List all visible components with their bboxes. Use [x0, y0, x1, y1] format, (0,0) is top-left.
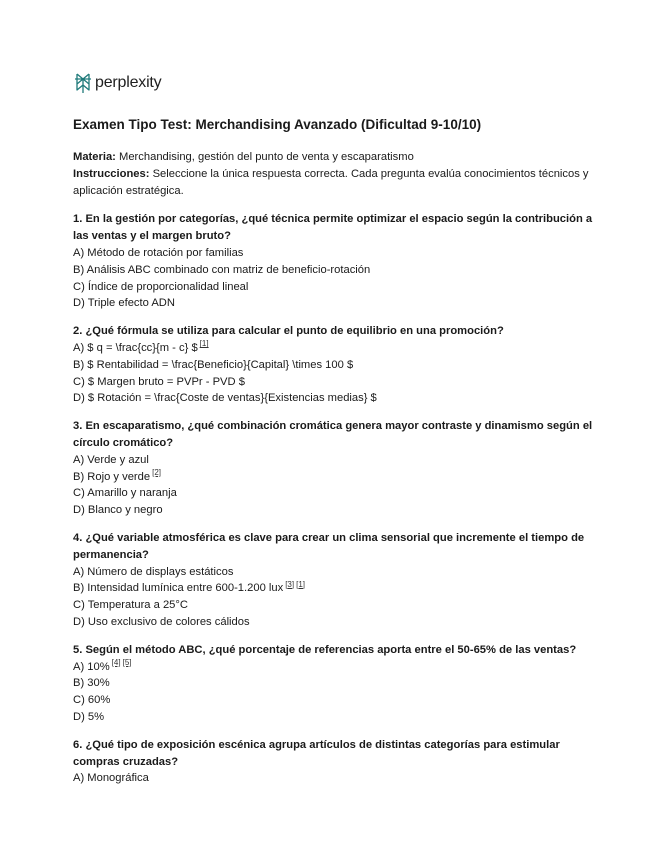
answer-option — [73, 692, 593, 709]
answer-option — [73, 614, 593, 631]
answer-option-text: B) Intensidad lumínica entre 600-1.200 lux — [73, 582, 284, 595]
answer-option-text: C) $ Margen bruto = PVPr - PVD $ — [73, 375, 245, 388]
answer-option-text: D) Triple efecto ADN — [73, 297, 175, 310]
question-title: 2. ¿Qué fórmula se utiliza para calcular el punto de equilibrio en una promoción? — [73, 325, 504, 338]
answer-option-text: B) 30% — [73, 677, 110, 690]
question-title: 4. ¿Qué variable atmosférica es clave para crear un clima sensorial que incremente el tiempo de permanencia? — [73, 531, 585, 561]
answer-option-text: D) $ Rotación = \frac{Coste de ventas}{Existencias medias} $ — [73, 392, 377, 405]
document-title: Examen Tipo Test: Merchandising Avanzado (Dificultad 9-10/10) — [73, 117, 482, 132]
question-6 — [73, 737, 593, 787]
answer-option — [73, 340, 593, 357]
answer-option-text: C) 60% — [73, 694, 111, 707]
answer-option — [73, 709, 593, 726]
question-3 — [73, 418, 593, 519]
answer-option — [73, 262, 593, 279]
question-5 — [73, 642, 593, 726]
materia-value: Merchandising, gestión del punto de venta y escaparatismo — [119, 151, 414, 163]
question-4 — [73, 530, 593, 631]
answer-option — [73, 659, 593, 676]
answer-option — [73, 485, 593, 502]
instrucciones-line — [73, 166, 593, 200]
answer-option-text: A) Método de rotación por familias — [73, 246, 244, 259]
answer-option — [73, 295, 593, 312]
brand-name: perplexity — [95, 74, 162, 91]
answer-option — [73, 469, 593, 486]
question-title: 6. ¿Qué tipo de exposición escénica agrupa artículos de distintas categorías para estimular compras cruzadas? — [73, 738, 560, 768]
answer-option-text: A) Verde y azul — [73, 453, 149, 466]
citation-link[interactable]: [1] — [296, 579, 306, 589]
answer-option — [73, 452, 593, 469]
answer-option — [73, 245, 593, 262]
answer-option-text: D) Blanco y negro — [73, 504, 163, 517]
answer-option-text: B) Análisis ABC combinado con matriz de beneficio-rotación — [73, 263, 371, 276]
materia-line — [73, 149, 593, 166]
answer-option-text: D) 5% — [73, 710, 105, 723]
answer-option-text: C) Índice de proporcionalidad lineal — [73, 280, 249, 293]
question-list — [73, 211, 593, 787]
answer-option — [73, 597, 593, 614]
answer-option — [73, 374, 593, 391]
instrucciones-value: Seleccione la única respuesta correcta. Cada pregunta evalúa conocimientos técnicos y aplicación estratégica. — [73, 167, 589, 197]
answer-option — [73, 502, 593, 519]
answer-option-text: A) Número de displays estáticos — [73, 565, 234, 578]
answer-option-text: B) Rojo y verde — [73, 470, 151, 483]
materia-label: Materia: — [73, 151, 116, 163]
answer-option-text: A) $ q = \frac{cc}{m - c} $ — [73, 341, 198, 354]
answer-option — [73, 564, 593, 581]
answer-option-text: C) Temperatura a 25°C — [73, 599, 188, 612]
answer-option — [73, 580, 593, 597]
citation-link[interactable]: [3] — [285, 579, 295, 589]
brand-logo — [73, 72, 161, 94]
answer-option — [73, 770, 593, 787]
answer-option — [73, 675, 593, 692]
answer-option — [73, 357, 593, 374]
answer-option-text: D) Uso exclusivo de colores cálidos — [73, 615, 250, 628]
answer-option-text: C) Amarillo y naranja — [73, 487, 177, 500]
question-1 — [73, 211, 593, 312]
citation-link[interactable]: [4] — [111, 657, 121, 667]
question-title: 5. Según el método ABC, ¿qué porcentaje de referencias aporta entre el 50-65% de las ventas? — [73, 643, 577, 656]
citation-link[interactable]: [1] — [199, 339, 209, 349]
question-2 — [73, 323, 593, 407]
instrucciones-label: Instrucciones: — [73, 167, 150, 180]
answer-option — [73, 279, 593, 296]
citation-link[interactable]: [2] — [152, 467, 162, 477]
answer-option-text: A) 10% — [73, 660, 110, 673]
meta-block — [73, 149, 593, 199]
question-title: 3. En escaparatismo, ¿qué combinación cromática genera mayor contraste y dinamismo según el círculo cromático? — [73, 420, 593, 449]
answer-option — [73, 390, 593, 407]
perplexity-logo-icon — [73, 72, 93, 94]
document-content — [73, 116, 593, 798]
citation-link[interactable]: [5] — [122, 657, 132, 667]
answer-option-text: A) Monográfica — [73, 772, 149, 785]
answer-option-text: B) $ Rentabilidad = \frac{Beneficio}{Capital} \times 100 $ — [73, 358, 354, 371]
question-title: 1. En la gestión por categorías, ¿qué técnica permite optimizar el espacio según la contribución a las ventas y el margen bruto? — [73, 213, 593, 243]
